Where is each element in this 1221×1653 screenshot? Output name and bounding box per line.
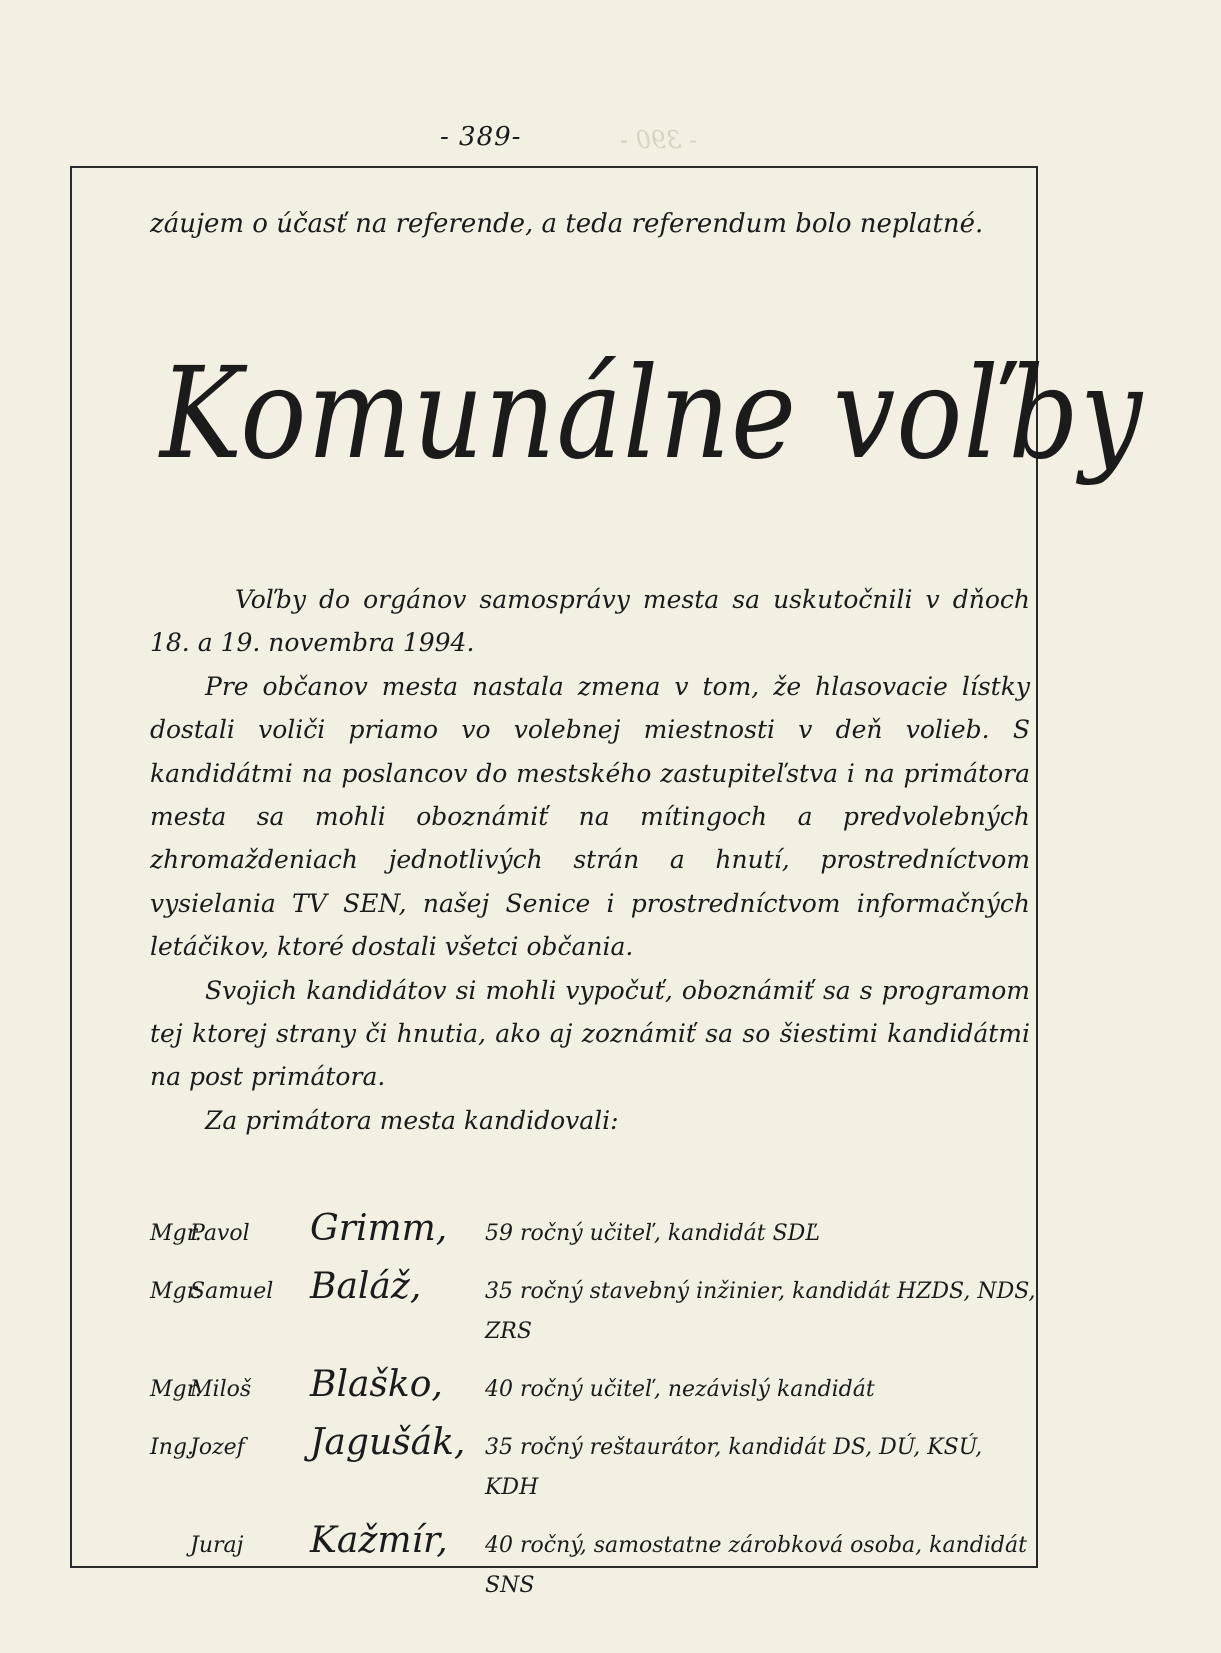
paragraph: Pre občanov mesta nastala zmena v tom, že hlasovacie lístky dostali voliči priamo vo volebnej miestnosti v deň volieb. S kandidátmi na poslancov do mestského zastupiteľstva i na primátora mesta sa mohli oboznámiť na mítingoch a predvolebných zhromaždeniach jednotlivých strán a hnutí, prostredníctvom vysielania TV SEN, našej Senice i prostredníctvom informačných letáčikov, ktoré dostali všetci občania.: [150, 671, 1030, 962]
candidate-info: 40 ročný učiteľ, nezávislý kandidát: [485, 1377, 875, 1402]
candidate-row: [150, 1208, 1040, 1254]
candidate-list: [150, 1208, 1040, 1618]
body-text: [150, 578, 1030, 1142]
candidate-info: 59 ročný učiteľ, kandidát SDĽ: [485, 1221, 820, 1246]
candidate-row: [150, 1422, 1040, 1508]
page-number: - 389-: [440, 122, 522, 152]
candidate-first-name: Juraj: [190, 1533, 244, 1558]
candidate-surname: Grimm,: [310, 1208, 448, 1249]
candidate-first-name: Miloš: [190, 1377, 252, 1402]
paragraph: Za primátora mesta kandidovali:: [205, 1105, 619, 1135]
candidate-surname: Kažmír,: [310, 1520, 448, 1561]
candidate-first-name: Samuel: [190, 1279, 274, 1304]
paragraph: Voľby do orgánov samosprávy mesta sa uskutočnili v dňoch 18. a 19. novembra 1994.: [150, 585, 1030, 658]
candidate-title: Mgr.: [150, 1377, 202, 1402]
candidate-title: Ing.: [150, 1435, 194, 1460]
candidate-info: 35 ročný reštaurátor, kandidát DS, DÚ, KSÚ, KDH: [485, 1435, 983, 1500]
candidate-first-name: Pavol: [190, 1221, 250, 1246]
candidate-surname: Jagušák,: [310, 1422, 466, 1463]
candidate-row: [150, 1364, 1040, 1410]
paragraph: Svojich kandidátov si mohli vypočuť, oboznámiť sa s programom tej ktorej strany či hnutia, ako aj zoznámiť sa so šiestimi kandidátmi na post primátora.: [150, 975, 1030, 1092]
candidate-title: Mgr.: [150, 1221, 202, 1246]
candidate-row: [150, 1266, 1040, 1352]
candidate-first-name: Jozef: [190, 1435, 245, 1460]
candidate-info: 40 ročný, samostatne zárobková osoba, kandidát SNS: [485, 1533, 1027, 1598]
section-heading: Komunálne voľby: [160, 339, 1144, 487]
candidate-surname: Baláž,: [310, 1266, 422, 1307]
candidate-surname: Blaško,: [310, 1364, 443, 1405]
candidate-title: Mgr.: [150, 1279, 202, 1304]
candidate-row: [150, 1520, 1040, 1606]
intro-text: záujem o účasť na referende, a teda referendum bolo neplatné.: [150, 209, 984, 239]
candidate-info: 35 ročný stavebný inžinier, kandidát HZDS, NDS, ZRS: [485, 1279, 1036, 1344]
bleed-through-page-number: - 390 -: [620, 126, 698, 154]
